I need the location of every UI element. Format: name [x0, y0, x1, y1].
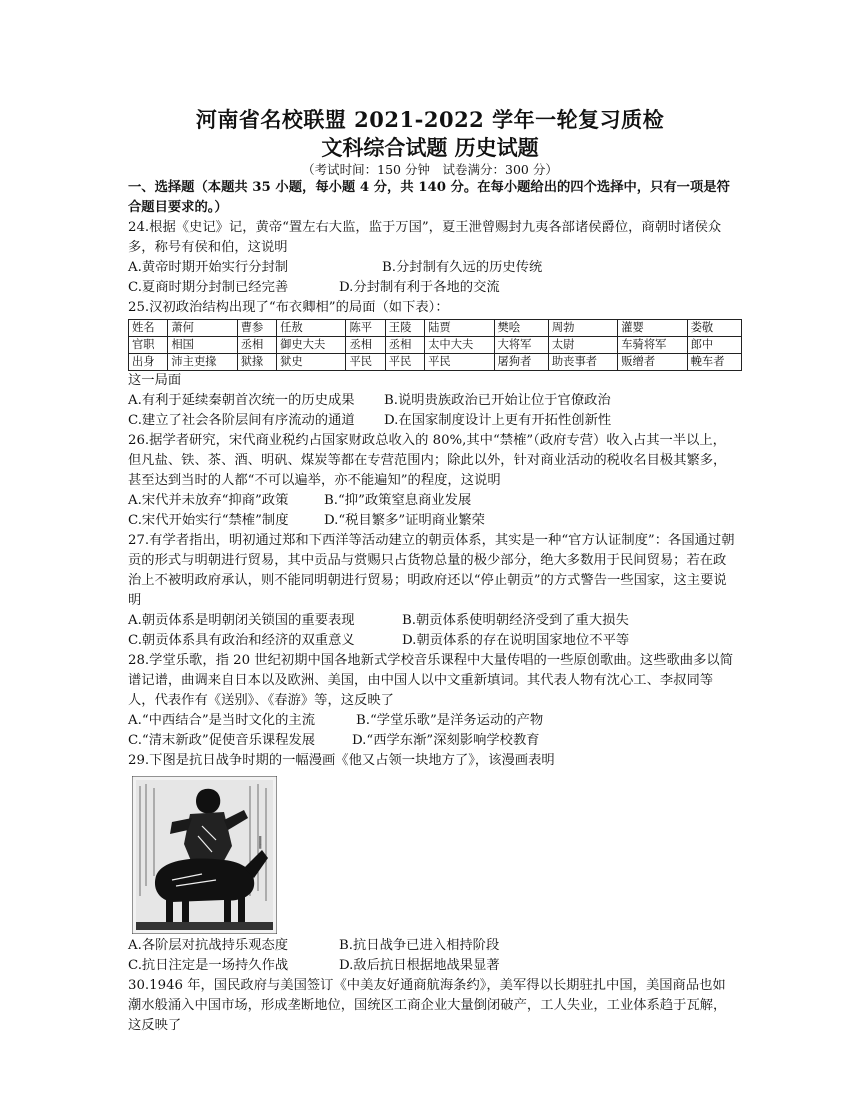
q26-option-b: B.“抑”政策窒息商业发展	[324, 493, 472, 508]
table-cell: 任敖	[277, 320, 346, 337]
q25-option-c: C.建立了社会各阶层间有序流动的通道	[128, 413, 355, 428]
exam-title-line1: 河南省名校联盟 2021-2022 学年一轮复习质检	[195, 107, 665, 132]
woodcut-cartoon-image	[132, 776, 277, 934]
table-row	[129, 320, 742, 337]
q27-stem: 27.有学者指出，明初通过郑和下西洋等活动建立的朝贡体系，其实是一种“官方认证制度”：各国通过朝贡的形式与明朝进行贸易，其中贡品与赏赐只占货物总量的极少部分，绝大多数用于民间贸易；若在政治上不被明政府承认，则不能同明朝进行贸易；明政府还以“停止朝贡”的方式警告一些国家，这主要说明	[128, 533, 735, 608]
table-cell: 屠狗者	[494, 354, 548, 371]
q27-option-c: C.朝贡体系具有政治和经济的双重意义	[128, 633, 355, 648]
q26-options-row2	[128, 511, 738, 531]
table-cell: 樊哙	[494, 320, 548, 337]
table-cell: 姓名	[129, 320, 168, 337]
q24-options-row2	[128, 278, 738, 298]
table-cell: 相国	[168, 337, 237, 354]
q24-option-a: A.黄帝时期开始实行分封制	[128, 260, 289, 275]
q24-option-c: C.夏商时期分封制已经完善	[128, 280, 289, 295]
q29-option-b: B.抗日战争已进入相持阶段	[339, 938, 500, 953]
table-cell: 周勃	[548, 320, 617, 337]
table-cell: 贩缯者	[618, 354, 687, 371]
q29-option-a: A.各阶层对抗战持乐观态度	[128, 938, 289, 953]
q24-options-row1	[128, 258, 738, 278]
q27-option-d: D.朝贡体系的存在说明国家地位不平等	[402, 633, 630, 648]
table-cell: 萧何	[168, 320, 237, 337]
table-row	[129, 337, 742, 354]
q26-stem: 26.据学者研究，宋代商业税约占国家财政总收入的 80%,其中“禁榷”（政府专营）收入占其一半以上，但凡盐、铁、茶、酒、明矾、煤炭等都在专营范围内；除此以外，针对商业活动的税收名目极其繁多，甚至达到当时的人都“不可以遍举，亦不能遍知”的程度，这说明	[128, 433, 727, 488]
table-cell: 丞相	[385, 337, 424, 354]
exam-body	[128, 178, 738, 1036]
table-cell: 丞相	[346, 337, 385, 354]
table-cell: 大将军	[494, 337, 548, 354]
table-cell: 陈平	[346, 320, 385, 337]
q30-stem: 30.1946 年，国民政府与美国签订《中美友好通商航海条约》，美军得以长期驻扎中国，美国商品也如潮水般涌入中国市场，形成垄断地位，国统区工商企业大量倒闭破产，工人失业，工业体系趋于瓦解，这反映了	[128, 978, 727, 1033]
table-cell: 灌婴	[618, 320, 687, 337]
q28-options-row1	[128, 711, 738, 731]
q25-after: 这一局面	[128, 373, 182, 388]
q28-options-row2	[128, 731, 738, 751]
q27-option-b: B.朝贡体系使明朝经济受到了重大损失	[402, 613, 629, 628]
q29-option-d: D.敌后抗日根据地战果显著	[339, 958, 500, 973]
table-cell: 娄敬	[687, 320, 741, 337]
q25-options-row2	[128, 411, 738, 431]
q27-options-row2	[128, 631, 738, 651]
q25-stem: 25.汉初政治结构出现了“布衣卿相”的局面（如下表）：	[128, 300, 449, 315]
q25-option-d: D.在国家制度设计上更有开拓性创新性	[384, 413, 612, 428]
q28-option-d: D.“西学东渐”深刻影响学校教育	[352, 733, 540, 748]
q27-options-row1	[128, 611, 738, 631]
table-cell: 狱掾	[237, 354, 276, 371]
q29-option-c: C.抗日注定是一场持久作战	[128, 958, 289, 973]
table-cell: 狱史	[277, 354, 346, 371]
svg-text:═══: ═══	[256, 836, 264, 849]
q25-option-a: A.有利于延续秦朝首次统一的历史成果	[128, 393, 355, 408]
table-cell: 丞相	[237, 337, 276, 354]
section-heading: 一、选择题（本题共 35 小题，每小题 4 分，共 140 分。在每小题给出的四个选择中，只有一项是符合题目要求的。）	[128, 180, 730, 215]
table-cell: 太尉	[548, 337, 617, 354]
table-cell: 御史大夫	[277, 337, 346, 354]
q28-option-c: C.“清末新政”促使音乐课程发展	[128, 733, 316, 748]
q26-option-d: D.“税目繁多”证明商业繁荣	[324, 513, 485, 528]
table-cell: 郎中	[687, 337, 741, 354]
q25-options-row1	[128, 391, 738, 411]
q24-option-d: D.分封制有利于各地的交流	[339, 280, 500, 295]
exam-title-line2: 文科综合试题 历史试题	[321, 135, 539, 160]
q29-options-row1	[128, 936, 738, 956]
q27-option-a: A.朝贡体系是明朝闭关锁国的重要表现	[128, 613, 355, 628]
table-cell: 王陵	[385, 320, 424, 337]
table-cell: 车骑将军	[618, 337, 687, 354]
table-row	[129, 354, 742, 371]
q26-options-row1	[128, 491, 738, 511]
table-cell: 助丧事者	[548, 354, 617, 371]
q29-stem: 29.下图是抗日战争时期的一幅漫画《他又占领一块地方了》，该漫画表明	[128, 753, 555, 768]
table-cell: 平民	[346, 354, 385, 371]
q26-option-a: A.宋代并未放弃“抑商”政策	[128, 493, 289, 508]
q28-stem: 28.学堂乐歌，指 20 世纪初期中国各地新式学校音乐课程中大量传唱的一些原创歌曲。这些歌曲多以简谱记谱，曲调来自日本以及欧洲、美国，由中国人以中文重新填词。其代表人物有沈心工、李叔同等人，代表作有《送别》、《春游》等，这反映了	[128, 653, 733, 708]
q26-option-c: C.宋代开始实行“禁榷”制度	[128, 513, 289, 528]
q29-options-row2	[128, 956, 738, 976]
table-cell: 出身	[129, 354, 168, 371]
q25-option-b: B.说明贵族政治已开始让位于官僚政治	[384, 393, 611, 408]
table-cell: 官职	[129, 337, 168, 354]
table-cell: 沛主吏掾	[168, 354, 237, 371]
exam-subtitle: （考试时间：150 分钟 试卷满分：300 分）	[302, 162, 558, 177]
table-cell: 平民	[425, 354, 494, 371]
table-cell: 平民	[385, 354, 424, 371]
table-cell: 陆贾	[425, 320, 494, 337]
q25-table	[128, 319, 742, 371]
q24-option-b: B.分封制有久远的历史传统	[382, 260, 543, 275]
q28-option-b: B.“学堂乐歌”是洋务运动的产物	[356, 713, 544, 728]
q24-stem: 24.根据《史记》记，黄帝“置左右大监，监于万国”，夏王泄曾赐封九夷各部诸侯爵位，商朝时诸侯众多，称号有侯和伯，这说明	[128, 220, 722, 255]
table-cell: 曹参	[237, 320, 276, 337]
q28-option-a: A.“中西结合”是当时文化的主流	[128, 713, 315, 728]
table-cell: 輓车者	[687, 354, 741, 371]
table-cell: 太中大夫	[425, 337, 494, 354]
